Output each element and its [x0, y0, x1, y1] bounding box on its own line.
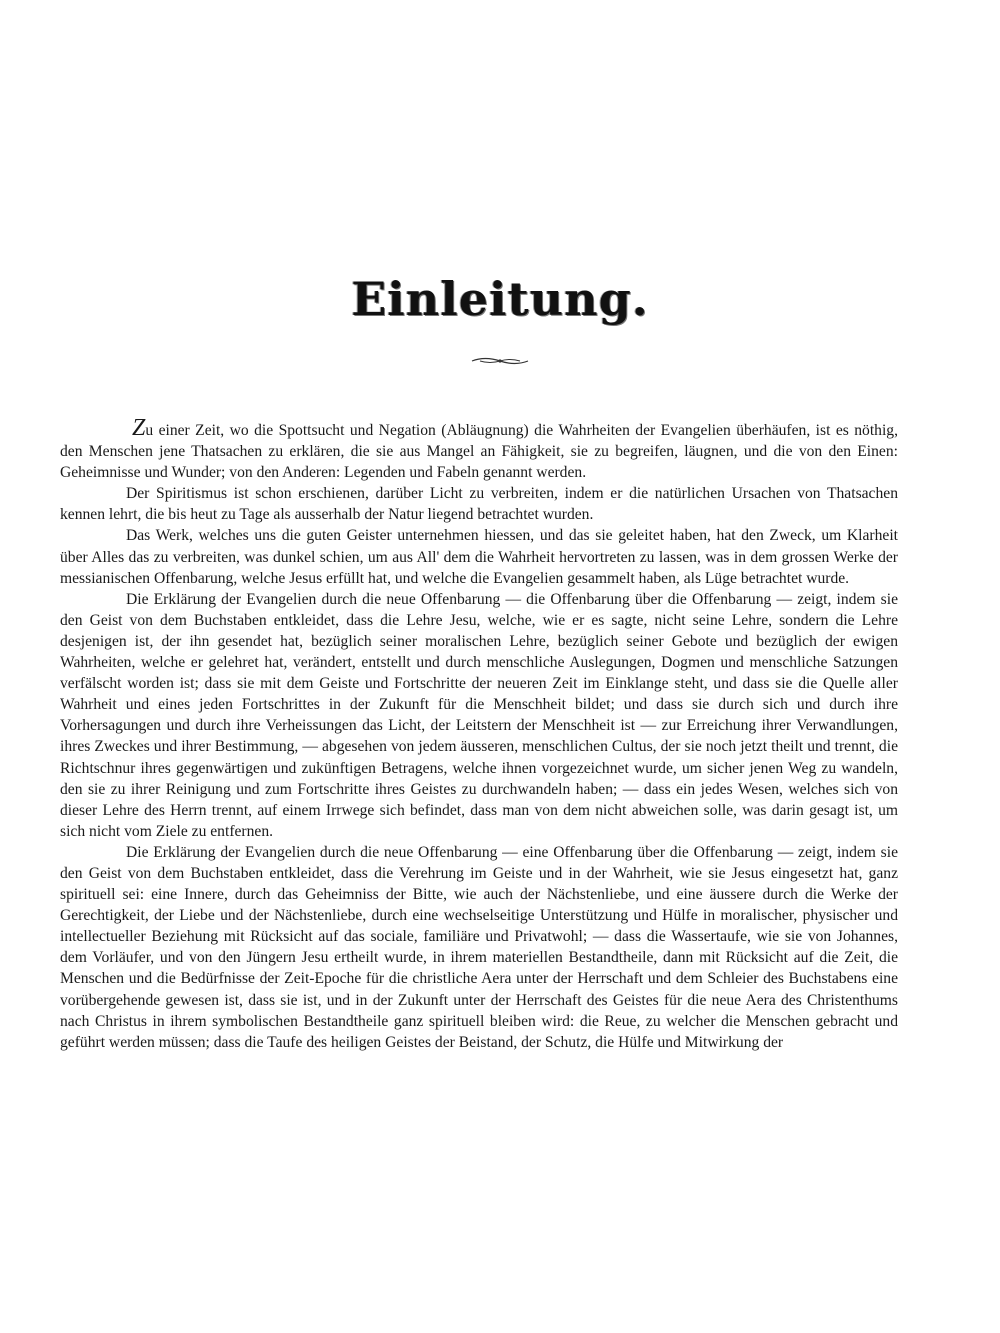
- paragraph-5: Die Erklärung der Evangelien durch die neue Offenbarung — eine Offenbarung über die Offenbarung — zeigt, indem sie den Geist von dem Buchstaben entkleidet, dass die Verehrung im Geiste und in der Wahrheit, wie sie Jesus eingesetzt hat, ganz spirituell sei: eine Innere, durch das Geheimniss der Bitte, wie auch der Nächstenliebe, und eine äussere durch die Werke der Gerechtigkeit, der Liebe und der Nächstenliebe, durch eine wechselseitige Unterstützung und Hülfe in moralischer, physischer und intellectueller Beziehung mit Rücksicht auf das sociale, familiäre und Privatwohl; — dass die Wassertaufe, wie sie von Johannes, dem Vorläufer, und von den Jüngern Jesu ertheilt wurde, in ihrem materiellen Bestandtheile, dann mit Rücksicht auf die Zeit, die Menschen und die Bedürfnisse der Zeit-Epoche für die christliche Aera unter der Herrschaft und dem Schleier des Buchstabens eine vorübergehende gewesen ist, dass sie ist, und in der Zukunft unter der Herrschaft des Geistes für die neue Aera des Christenthums nach Christus in ihrem symbolischen Bestandtheile ganz spirituell bleiben wird: die Reue, zu welcher die Menschen gebracht und geführt werden müssen; dass die Taufe des heiligen Geistes der Beistand, der Schutz, die Hülfe und Mitwirkung der: [60, 843, 898, 1051]
- chapter-title: Einleitung.: [351, 272, 649, 326]
- paragraph-4: Die Erklärung der Evangelien durch die neue Offenbarung — die Offenbarung über die Offenbarung — zeigt, indem sie den Geist von dem Buchstaben entkleidet, dass die Lehre Jesu, welche, wie er es sagte, nicht seine Lehre, sondern die Lehre desjenigen ist, der ihn gesendet hat, bezüglich seiner moralischen Lehre, bezüglich seiner Gebote und bezüglich der ewigen Wahrheiten, welche er gelehret hat, verändert, entstellt und durch menschliche Auslegungen, Dogmen und menschliche Satzungen verfälscht worden ist; dass sie mit dem Geiste und Fortschritte der neueren Zeit im Einklange steht, und dass sie die Quelle aller Wahrheit und eines jeden Fortschrittes in der Zukunft für die Menschheit bildet; und dass sie durch sich und durch ihre Vorhersagungen und durch ihre Verheissungen das Licht, der Leitstern der Menschheit ist — zur Erreichung ihrer Verwandlungen, ihres Zweckes und ihrer Bestimmung, — abgesehen von jedem äusseren, menschlichen Cultus, der sie noch jetzt theilt und trennt, die Richtschnur ihres gegenwärtigen und zukünftigen Betragens, welche ihnen vorgezeichnet wurde, um sicher jenen Weg zu wandeln, den sie zu ihrer Reinigung und zum Fortschritte ihres Geistes zu durchwandeln haben; — dass ein jedes Wesen, welches sich von dieser Lehre des Herrn trennt, auf einem Irrwege sich befindet, dass man von dem nicht abweichen solle, was darin gesagt ist, um sich nicht vom Ziele zu entfernen.: [60, 590, 898, 840]
- paragraph-3: Das Werk, welches uns die guten Geister unternehmen hiessen, und das sie geleitet haben, hat den Zweck, um Klarheit über Alles das zu verbreiten, was dunkel schien, um aus All' dem die Wahrheit hervortreten zu lassen, was in dem grossen Werke der messianischen Offenbarung, welche Jesus erfüllt hat, und welche die Evangelien gesammelt haben, als Lüge betrachtet wurde.: [60, 527, 898, 587]
- paragraph-1: [60, 415, 898, 483]
- body-text: [60, 415, 898, 1053]
- paragraph-1-text: u einer Zeit, wo die Spottsucht und Negation (Abläugnung) die Wahrheiten der Evangelien überhäufen, ist es nöthig, den Menschen jene Thatsachen zu erklären, die sie aus Mangel an Fähigkeit, sie zu begreifen, läugnen, und die von den Einen: Geheimnisse und Wunder; von den Anderen: Legenden und Fabeln genannt werden.: [60, 422, 898, 482]
- paragraph-2: Der Spiritismus ist schon erschienen, darüber Licht zu verbreiten, indem er die natürlichen Ursachen von Thatsachen kennen lehrt, die bis heut zu Tage als ausserhalb der Natur liegend betrachtet wurden.: [60, 485, 898, 524]
- initial-letter: Z: [132, 415, 146, 441]
- flourish-ornament-icon: [470, 355, 530, 367]
